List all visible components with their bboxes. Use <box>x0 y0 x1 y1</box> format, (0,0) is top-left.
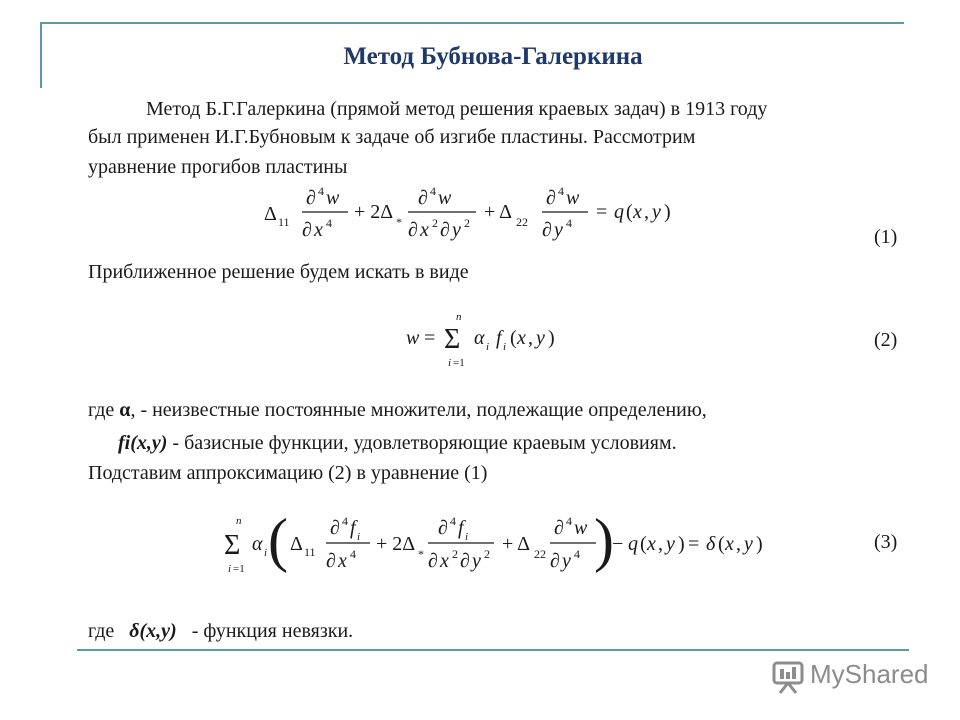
svg-text:Δ: Δ <box>264 203 277 225</box>
svg-text:∂: ∂ <box>418 187 428 209</box>
svg-text:f: f <box>458 517 464 539</box>
svg-text:i: i <box>357 531 361 543</box>
where-prefix-2: где <box>88 620 130 642</box>
svg-text:=1: =1 <box>453 357 465 369</box>
svg-text:4: 4 <box>326 216 332 230</box>
svg-text:(: ( <box>268 510 288 573</box>
svg-text:y: y <box>452 219 461 241</box>
svg-text:): ) <box>664 201 671 223</box>
svg-text:y: y <box>554 219 563 241</box>
svg-text:w: w <box>574 517 588 539</box>
svg-text:i: i <box>486 341 490 353</box>
svg-text:x: x <box>725 533 734 555</box>
equation-3-svg <box>222 510 782 582</box>
svg-text:,: , <box>736 533 741 555</box>
svg-text:4: 4 <box>342 514 348 528</box>
svg-text:11: 11 <box>278 215 290 229</box>
fi-description: - базисные функции, удовлетворяющие краевым условиям. <box>167 432 677 454</box>
equation-1 <box>262 182 692 251</box>
alpha-description: , - неизвестные постоянные множители, подлежащие определению, <box>130 399 707 421</box>
equation-1-number: (1) <box>874 226 898 248</box>
svg-text:∂: ∂ <box>550 550 560 572</box>
slide-title: Метод Бубнова-Галеркина <box>343 43 643 70</box>
svg-text:2: 2 <box>452 547 458 561</box>
svg-text:4: 4 <box>318 184 324 198</box>
svg-text:x: x <box>314 219 323 241</box>
para1-line2: был применен И.Г.Бубновым к задаче об изгибе пластины. Рассмотрим <box>88 126 696 148</box>
svg-text:4: 4 <box>430 184 436 198</box>
svg-text:=: = <box>596 201 608 223</box>
svg-text:*: * <box>418 547 424 561</box>
para3-line1 <box>88 395 707 426</box>
svg-text:i: i <box>448 357 452 369</box>
frame-bottom-rule <box>77 649 909 651</box>
svg-text:∂: ∂ <box>306 187 316 209</box>
svg-text:∂: ∂ <box>438 517 448 539</box>
svg-text:4: 4 <box>566 216 572 230</box>
svg-text:4: 4 <box>574 547 580 561</box>
equation-2 <box>404 308 584 377</box>
svg-text:x: x <box>338 550 347 572</box>
equation-1-svg <box>262 182 692 246</box>
svg-text:2: 2 <box>432 216 438 230</box>
svg-text:(: ( <box>626 201 633 223</box>
svg-text:,: , <box>644 201 649 223</box>
svg-text:−: − <box>612 533 624 555</box>
svg-text:w: w <box>566 187 580 209</box>
equation-3-number: (3) <box>874 531 898 553</box>
svg-text:n: n <box>456 311 462 323</box>
watermark-text: MyShared <box>810 659 929 689</box>
svg-text:∂: ∂ <box>554 517 564 539</box>
svg-text:): ) <box>594 510 614 573</box>
para1-line1: Метод Б.Г.Галеркина (прямой метод решения краевых задач) в 1913 году <box>146 98 768 120</box>
equation-3 <box>222 510 782 587</box>
svg-text:): ) <box>756 533 763 555</box>
svg-text:∂: ∂ <box>330 517 340 539</box>
svg-text:11: 11 <box>304 545 316 559</box>
equation-2-svg <box>404 308 584 372</box>
svg-text:y: y <box>666 533 675 555</box>
svg-text:(: ( <box>510 327 517 349</box>
where-prefix: где <box>88 399 120 421</box>
svg-text:y: y <box>652 201 661 223</box>
svg-text:=: = <box>688 533 700 555</box>
svg-text:=1: =1 <box>233 563 245 575</box>
svg-text:Δ: Δ <box>290 533 303 555</box>
svg-text:*: * <box>396 215 402 229</box>
svg-text:q: q <box>628 533 638 555</box>
svg-text:22: 22 <box>516 215 528 229</box>
residual-description: - функция невязки. <box>176 620 354 642</box>
svg-text:(: ( <box>640 533 647 555</box>
svg-text:∂: ∂ <box>302 219 312 241</box>
svg-text:i: i <box>503 341 507 353</box>
svg-text:y: y <box>562 550 571 572</box>
para3-line3: Подставим аппроксимацию (2) в уравнение (1) <box>88 462 488 484</box>
svg-text:+ 2Δ: + 2Δ <box>354 201 394 223</box>
svg-text:4: 4 <box>558 184 564 198</box>
svg-text:w: w <box>438 187 452 209</box>
fi-term: fi(x,y) <box>118 432 168 454</box>
svg-text:+ Δ: + Δ <box>484 201 513 223</box>
svg-text:4: 4 <box>566 514 572 528</box>
para1-line3: уравнение прогибов пластины <box>88 156 348 178</box>
svg-text:q: q <box>614 201 624 223</box>
svg-text:x: x <box>440 550 449 572</box>
frame-top-rule <box>40 22 904 24</box>
svg-text:∂: ∂ <box>460 550 470 572</box>
svg-text:w: w <box>406 327 420 349</box>
svg-text:x: x <box>517 327 526 349</box>
svg-text:∂: ∂ <box>408 219 418 241</box>
svg-text:i: i <box>264 547 268 559</box>
svg-text:,: , <box>528 327 533 349</box>
svg-text:y: y <box>472 550 481 572</box>
para3-line2 <box>118 428 677 459</box>
svg-text:α: α <box>474 327 485 349</box>
svg-text:n: n <box>236 515 242 527</box>
para4 <box>88 616 353 647</box>
svg-text:x: x <box>647 533 656 555</box>
svg-text:x: x <box>420 219 429 241</box>
svg-text:2: 2 <box>484 547 490 561</box>
equation-2-number: (2) <box>874 329 898 351</box>
svg-text:∂: ∂ <box>428 550 438 572</box>
svg-text:y: y <box>536 327 545 349</box>
delta-term: δ(x,y) <box>129 620 177 642</box>
svg-text:f: f <box>350 517 356 539</box>
svg-text:∂: ∂ <box>440 219 450 241</box>
para2: Приближенное решение будем искать в виде <box>88 261 469 283</box>
watermark-logo <box>768 655 928 695</box>
svg-text:2: 2 <box>464 216 470 230</box>
svg-text:∂: ∂ <box>542 219 552 241</box>
svg-text:y: y <box>744 533 753 555</box>
svg-text:(: ( <box>718 533 725 555</box>
svg-text:x: x <box>633 201 642 223</box>
svg-text:=: = <box>424 327 436 349</box>
svg-text:Σ: Σ <box>224 530 241 561</box>
svg-text:4: 4 <box>450 514 456 528</box>
presentation-board-icon <box>770 661 806 695</box>
svg-text:,: , <box>658 533 663 555</box>
svg-text:i: i <box>465 531 469 543</box>
svg-text:22: 22 <box>534 547 546 561</box>
svg-text:): ) <box>678 533 685 555</box>
svg-text:): ) <box>548 327 555 349</box>
alpha-term: α <box>119 399 131 421</box>
svg-text:∂: ∂ <box>326 550 336 572</box>
svg-text:Σ: Σ <box>444 324 461 355</box>
svg-text:+ Δ: + Δ <box>502 533 531 555</box>
svg-text:δ: δ <box>706 533 716 555</box>
svg-text:4: 4 <box>350 547 356 561</box>
svg-text:f: f <box>496 327 502 349</box>
svg-text:∂: ∂ <box>546 187 556 209</box>
svg-text:i: i <box>228 563 232 575</box>
svg-text:w: w <box>326 187 340 209</box>
svg-text:α: α <box>252 533 263 555</box>
svg-text:+ 2Δ: + 2Δ <box>376 533 416 555</box>
